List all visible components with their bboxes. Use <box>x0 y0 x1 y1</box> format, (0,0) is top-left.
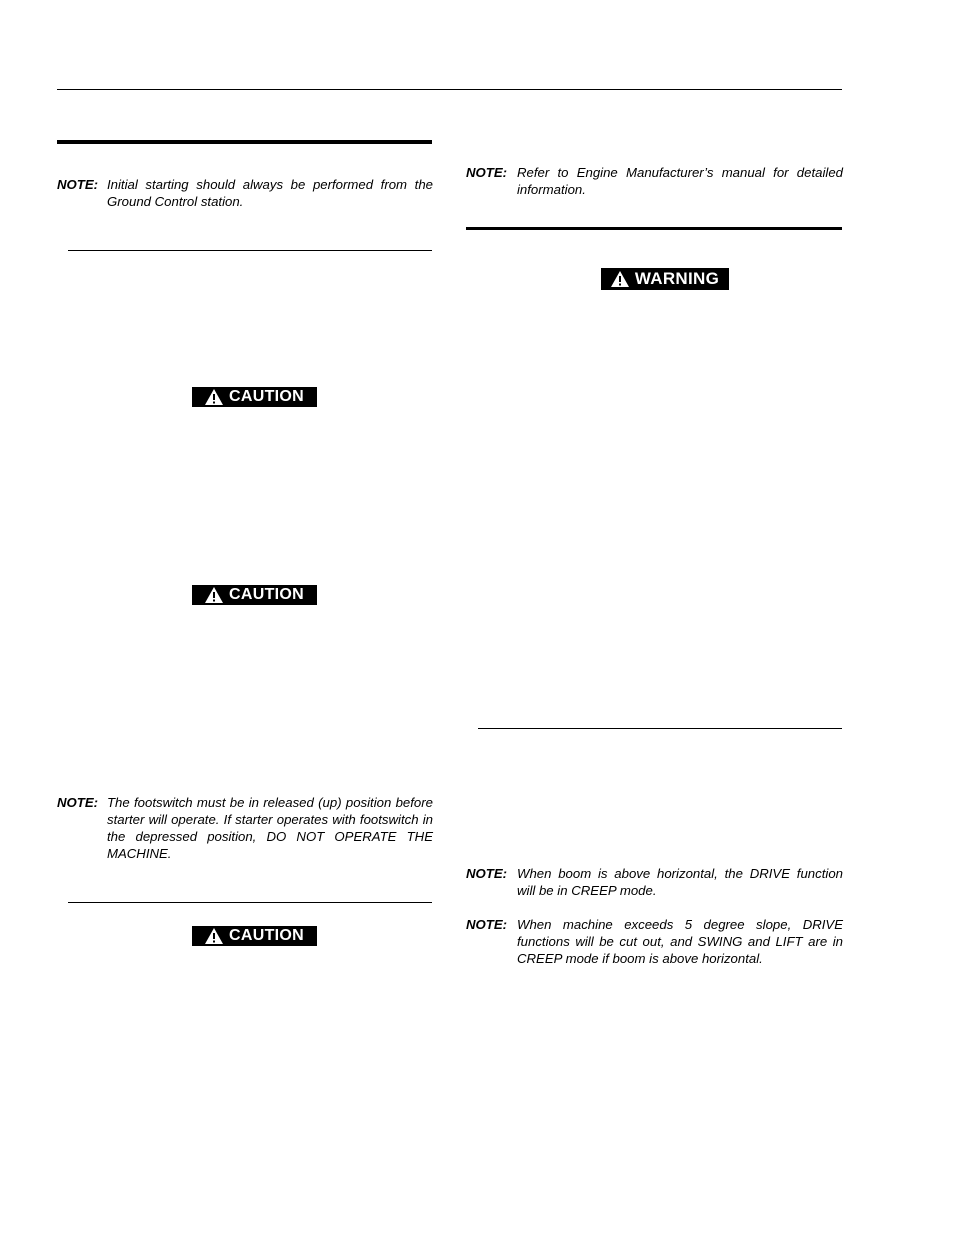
note-text: When boom is above horizontal, the DRIVE function will be in CREEP mode. <box>517 866 843 898</box>
note-label: NOTE: <box>466 165 508 180</box>
subsection-rule <box>478 728 842 729</box>
header-rule <box>57 89 842 90</box>
subsection-rule <box>68 250 432 251</box>
warning-triangle-icon <box>205 928 223 944</box>
section-heading-rule <box>57 140 432 144</box>
warning-triangle-icon <box>205 587 223 603</box>
caution-label: CAUTION <box>229 927 304 944</box>
warning-triangle-icon <box>611 271 629 287</box>
note-label: NOTE: <box>466 917 508 932</box>
note-text: Initial starting should always be performed from the Ground Control station. <box>107 177 433 209</box>
note-footswitch <box>57 794 433 864</box>
note-initial-starting <box>57 176 433 212</box>
note-slope <box>466 916 843 970</box>
caution-badge <box>192 926 317 946</box>
caution-label: CAUTION <box>229 388 304 405</box>
note-text: When machine exceeds 5 degree slope, DRIVE functions will be cut out, and SWING and LIFT are in CREEP mode if boom is above horizontal. <box>517 917 843 966</box>
note-label: NOTE: <box>57 177 99 192</box>
warning-triangle-icon <box>205 389 223 405</box>
note-text: The footswitch must be in released (up) position before starter will operate. If starter operates with footswitch in the depressed position, DO NOT OPERATE THE MACHINE. <box>107 795 433 861</box>
note-label: NOTE: <box>57 795 99 810</box>
note-label: NOTE: <box>466 866 508 881</box>
note-boom-horizontal <box>466 865 843 901</box>
caution-label: CAUTION <box>229 586 304 603</box>
warning-badge <box>601 268 729 290</box>
note-engine-manual <box>466 164 843 200</box>
note-text: Refer to Engine Manufacturer’s manual for detailed information. <box>517 165 843 197</box>
subsection-rule <box>68 902 432 903</box>
caution-badge <box>192 387 317 407</box>
section-heading-rule <box>466 227 842 230</box>
warning-label: WARNING <box>634 269 720 288</box>
caution-badge <box>192 585 317 605</box>
